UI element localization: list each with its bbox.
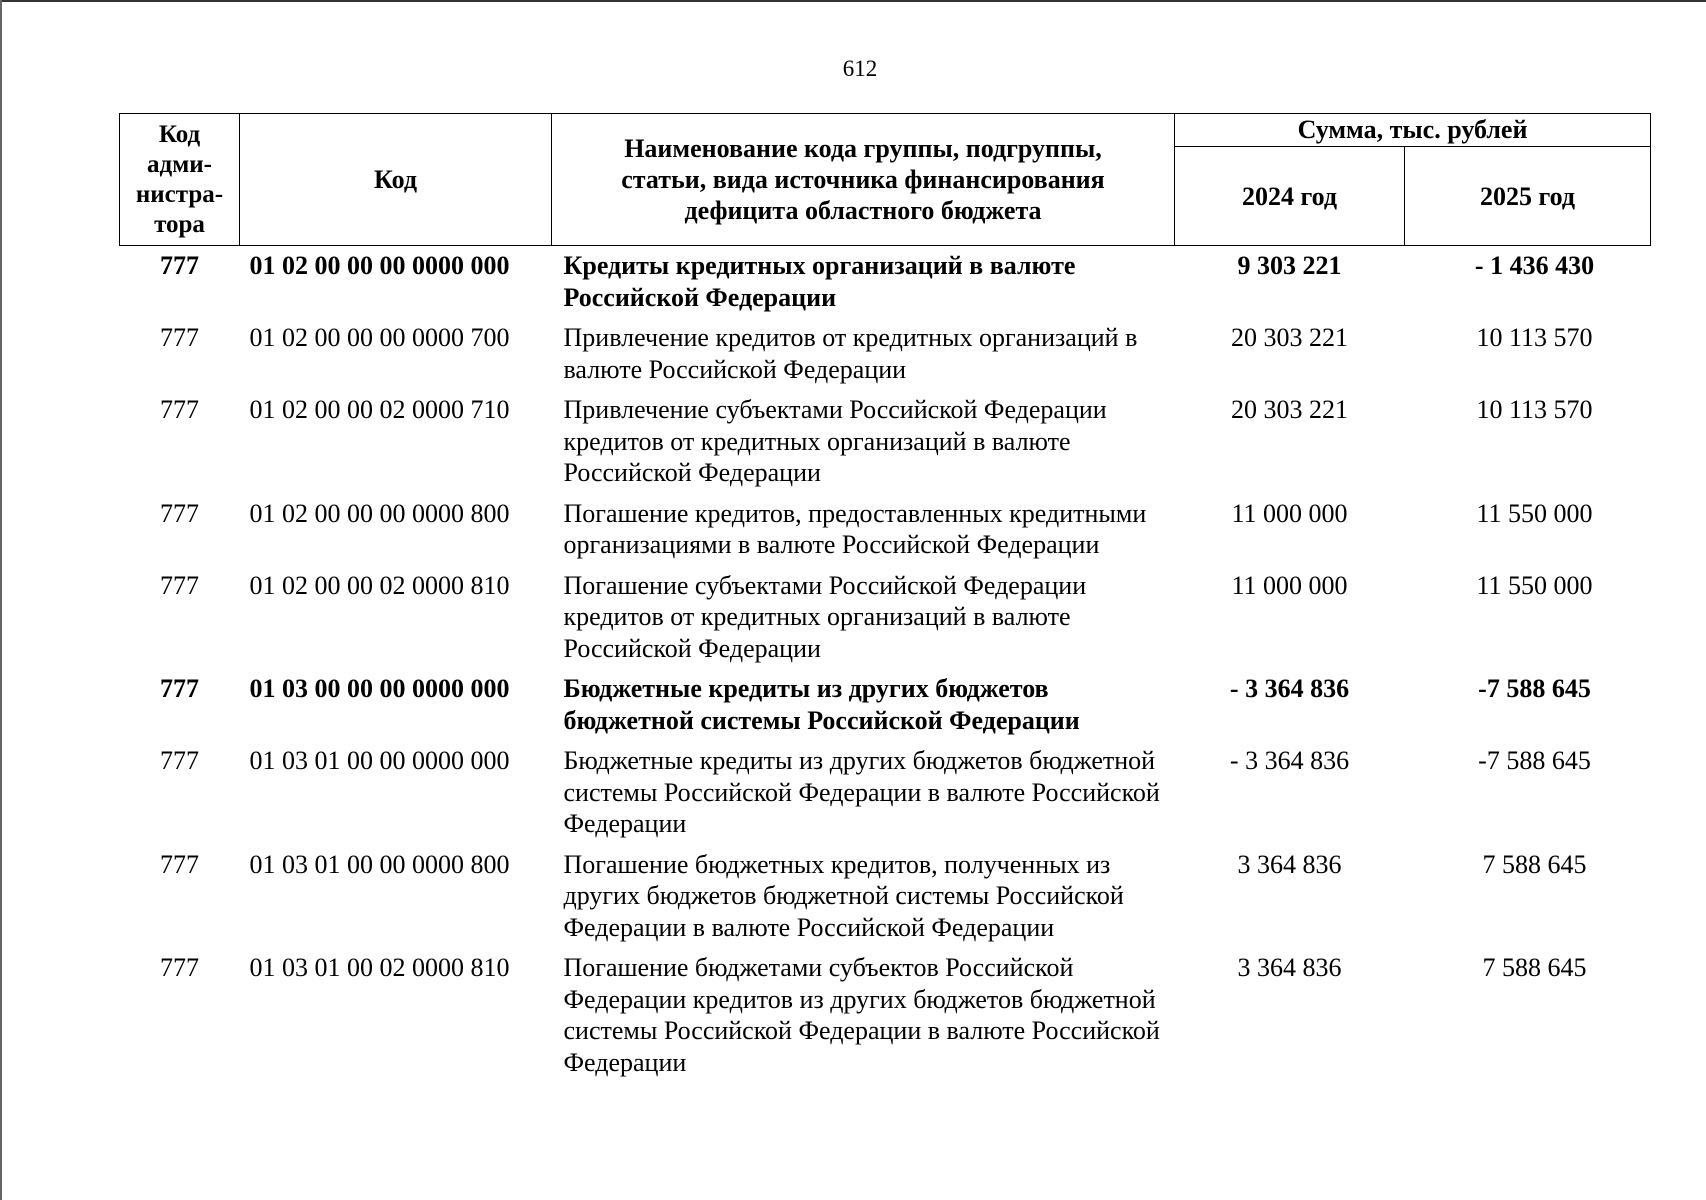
page-top-edge [0,0,1706,2]
table-body [120,246,1651,1084]
cell-name: Кредиты кредитных организаций в валюте Российской Федерации [563,251,1076,312]
table-row [120,741,1651,845]
cell-code: 01 02 00 00 00 0000 700 [249,323,510,352]
cell-value-2024: - 3 364 836 [1229,746,1350,775]
cell-admin-code: 777 [160,674,199,703]
cell-admin-code: 777 [160,746,199,775]
table-row [120,318,1651,390]
header-admin-code [120,114,240,246]
cell-name: Погашение кредитов, предоставленных кредитными организациями в валюте Российской Федерации [563,498,1147,559]
cell-value-2024: 11 000 000 [1231,498,1348,528]
cell-value-2024: 9 303 221 [1237,251,1342,280]
cell-name: Погашение субъектами Российской Федерации кредитов от кредитных организаций в валюте Российской Федерации [563,570,1087,663]
financing-sources-table [119,113,1651,1083]
table-row [120,494,1651,566]
table-row [120,948,1651,1083]
table-row [120,566,1651,670]
cell-name: Погашение бюджетных кредитов, полученных из других бюджетов бюджетной системы Российской Федерации в валюте Российской Федерации [563,849,1124,942]
cell-code: 01 02 00 00 00 0000 800 [249,498,510,528]
cell-code: 01 03 00 00 00 0000 000 [249,674,510,703]
cell-code: 01 03 01 00 00 0000 000 [249,746,510,775]
table-row [120,390,1651,494]
header-name: Наименование кода группы, подгруппы, статьи, вида источника финансирования дефицита областного бюджета [552,114,1175,246]
cell-name: Погашение бюджетами субъектов Российской Федерации кредитов из других бюджетов бюджетной системы Российской Федерации в валюте Российской Федерации [563,953,1160,1077]
cell-name: Привлечение субъектами Российской Федерации кредитов от кредитных организаций в валюте Российской Федерации [563,395,1107,487]
cell-admin-code: 777 [160,570,199,600]
table-row [120,246,1651,319]
cell-code: 01 03 01 00 00 0000 800 [249,849,510,879]
cell-value-2025: 7 588 645 [1482,953,1587,982]
cell-value-2024: 20 303 221 [1231,395,1348,424]
table-row [120,845,1651,949]
cell-value-2024: 3 364 836 [1237,849,1342,879]
cell-value-2024: 11 000 000 [1231,570,1348,600]
header-year-2024: 2024 год [1175,147,1405,246]
cell-value-2024: - 3 364 836 [1229,674,1350,703]
cell-value-2025: -7 588 645 [1478,674,1591,703]
cell-admin-code: 777 [160,395,199,424]
cell-name: Бюджетные кредиты из других бюджетов бюджетной системы Российской Федерации в валюте Российской Федерации [563,746,1160,838]
header-admin-code-label: Код адми- нистра- тора [135,120,224,238]
cell-name: Бюджетные кредиты из других бюджетов бюджетной системы Российской Федерации [563,674,1080,735]
cell-admin-code: 777 [160,323,199,352]
cell-name: Привлечение кредитов от кредитных организаций в валюте Российской Федерации [563,323,1138,384]
header-year-2025: 2025 год [1405,147,1651,246]
cell-admin-code: 777 [160,849,199,879]
page-left-edge [0,0,2,1200]
cell-value-2025: 11 550 000 [1476,570,1593,600]
cell-value-2025: 10 113 570 [1476,395,1593,424]
cell-admin-code: 777 [160,251,199,280]
table-header [120,114,1651,246]
cell-code: 01 03 01 00 02 0000 810 [249,953,510,982]
cell-admin-code: 777 [160,498,199,528]
table-row [120,669,1651,741]
cell-value-2025: - 1 436 430 [1474,251,1595,280]
header-sum-group: Сумма, тыс. рублей [1175,114,1651,147]
cell-value-2024: 3 364 836 [1237,953,1342,982]
cell-code: 01 02 00 00 00 0000 000 [249,251,510,280]
cell-code: 01 02 00 00 02 0000 810 [249,570,510,600]
cell-code: 01 02 00 00 02 0000 710 [249,395,510,424]
header-code: Код [240,114,552,246]
page-number: 612 [842,56,878,81]
cell-value-2024: 20 303 221 [1231,323,1348,352]
cell-value-2025: 10 113 570 [1476,323,1593,352]
cell-admin-code: 777 [160,953,199,982]
cell-value-2025: 11 550 000 [1476,498,1593,528]
cell-value-2025: -7 588 645 [1478,746,1591,775]
cell-value-2025: 7 588 645 [1482,849,1587,879]
